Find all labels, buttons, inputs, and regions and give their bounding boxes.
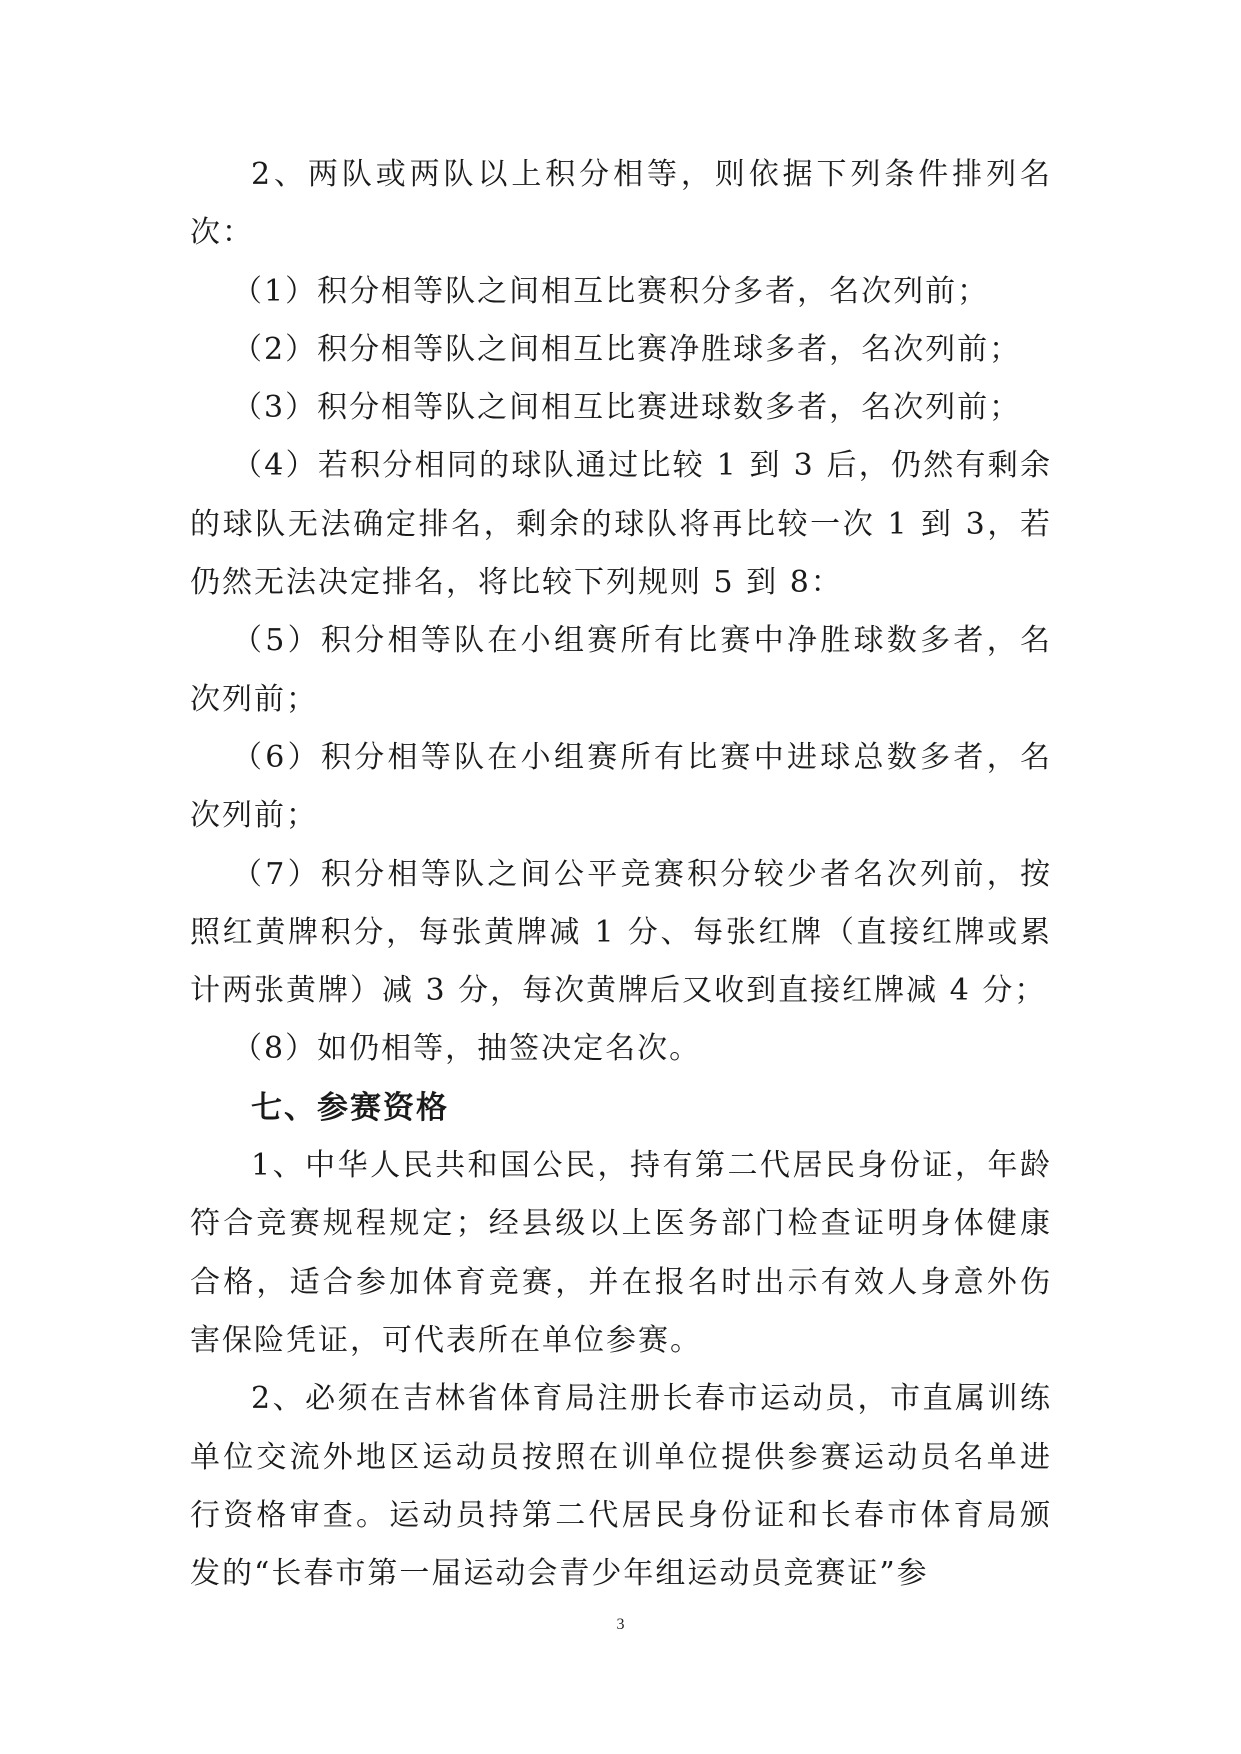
section-heading-eligibility: 七、参赛资格 <box>251 1089 449 1126</box>
ranking-rule-8: （8）如仍相等，抽签决定名次。 <box>232 1031 702 1067</box>
page-number: 3 <box>616 1616 625 1633</box>
ranking-rule-intro: 2、两队或两队以上积分相等，则依据下列条件排列名次： <box>190 157 1052 251</box>
document-body <box>190 146 1052 1603</box>
ranking-rule-5: （5）积分相等队在小组赛所有比赛中净胜球数多者，名次列前； <box>190 623 1052 717</box>
eligibility-paragraph-2: 2、必须在吉林省体育局注册长春市运动员，市直属训练单位交流外地区运动员按照在训单位提供参赛运动员名单进行资格审查。运动员持第二代居民身份证和长春市体育局颁发的“长春市第一届运动会青少年组运动员竞赛证”参 <box>190 1381 1052 1592</box>
ranking-rule-4: （4）若积分相同的球队通过比较 1 到 3 后，仍然有剩余的球队无法确定排名，剩余的球队将再比较一次 1 到 3，若仍然无法决定排名，将比较下列规则 5 到 8： <box>190 448 1052 601</box>
ranking-rule-3: （3）积分相等队之间相互比赛进球数多者，名次列前； <box>232 390 1022 426</box>
eligibility-paragraph-1: 1、中华人民共和国公民，持有第二代居民身份证，年龄符合竞赛规程规定；经县级以上医务部门检查证明身体健康合格，适合参加体育竞赛，并在报名时出示有效人身意外伤害保险凭证，可代表所在单位参赛。 <box>190 1148 1052 1358</box>
ranking-rule-1: （1）积分相等队之间相互比赛积分多者，名次列前； <box>232 273 990 309</box>
ranking-rule-2: （2）积分相等队之间相互比赛净胜球多者，名次列前； <box>232 331 1022 367</box>
ranking-rule-6: （6）积分相等队在小组赛所有比赛中进球总数多者，名次列前； <box>190 739 1052 834</box>
ranking-rule-7: （7）积分相等队之间公平竞赛积分较少者名次列前，按照红黄牌积分，每张黄牌减 1 分、每张红牌（直接红牌或累计两张黄牌）减 3 分，每次黄牌后又收到直接红牌减 4 分； <box>190 856 1052 1009</box>
